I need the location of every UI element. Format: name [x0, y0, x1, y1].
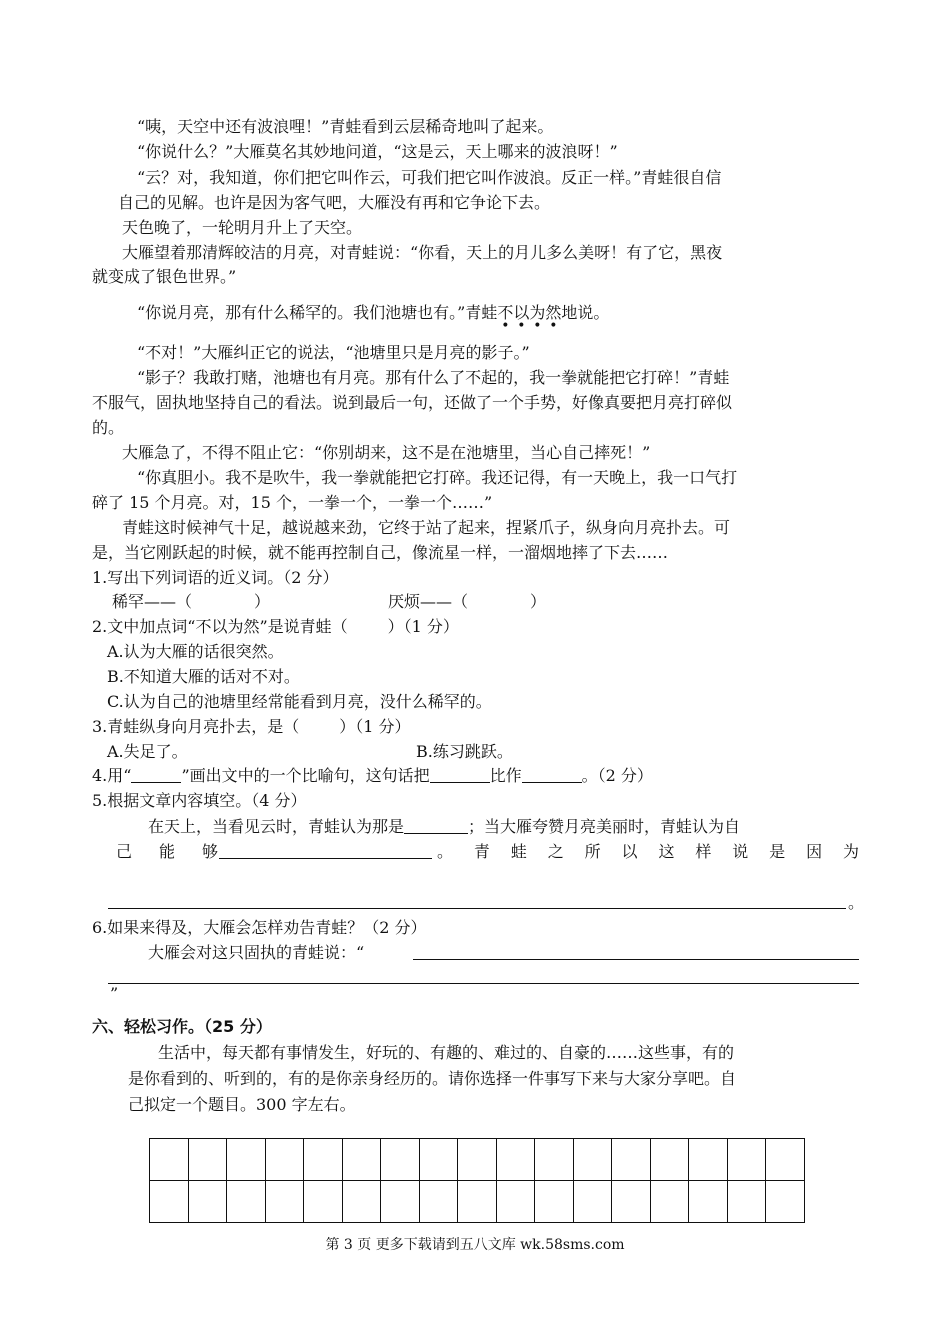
emphasis-dots: • • • • — [501, 318, 558, 334]
question-2-score: ）（1 分） — [387, 617, 459, 636]
grid-cell[interactable] — [304, 1139, 343, 1181]
grid-cell[interactable] — [612, 1181, 651, 1223]
story-paragraph-10-line-1: “你真胆小。我不是吹牛，我一拳就能把它打碎。我还记得，有一天晚上，我一口气打 — [137, 468, 738, 487]
answer-blank-moon[interactable] — [219, 842, 432, 859]
char: 青 — [473, 842, 490, 861]
char: 之 — [547, 842, 564, 861]
question-2-option-c: C.认为自己的池塘里经常能看到月亮，没什么稀罕的。 — [107, 692, 492, 711]
writing-grid[interactable] — [149, 1138, 805, 1223]
char: 是 — [769, 842, 786, 861]
grid-cell[interactable] — [573, 1181, 612, 1223]
question-4-start: 4.用“ — [92, 766, 132, 785]
story-paragraph-8-line-2: 不服气，固执地坚持自己的看法。说到最后一句，还做了一个手势，好像真要把月亮打碎似 — [92, 393, 733, 412]
question-5-line-3-end: 。 — [848, 893, 865, 912]
word-2-label: 厌烦——（ — [388, 592, 469, 611]
question-1-word-1 — [112, 592, 270, 612]
grid-cell[interactable] — [342, 1139, 381, 1181]
grid-cell[interactable] — [689, 1181, 728, 1223]
question-4 — [92, 766, 653, 786]
question-4-score: 。（2 分） — [581, 766, 653, 785]
answer-blank-2[interactable] — [522, 766, 582, 783]
story-paragraph-6-start: “你说月亮，那有什么稀罕的。我们池塘也有。”青蛙 — [137, 303, 498, 322]
grid-cell[interactable] — [381, 1139, 420, 1181]
story-paragraph-4: 天色晚了，一轮明月升上了天空。 — [122, 218, 363, 237]
story-paragraph-11-line-2: 是，当它刚跃起的时候，就不能再控制自己，像流星一样，一溜烟地摔了下去…… — [92, 543, 669, 562]
char: 这 — [658, 842, 675, 861]
page-footer: 第 3 页 更多下载请到五八文库 wk.58sms.com — [325, 1237, 625, 1253]
question-5-line-1-start: 在天上，当看见云时，青蛙认为那是 — [148, 817, 405, 836]
grid-row — [150, 1139, 805, 1181]
question-5-line-2-end — [437, 842, 859, 862]
answer-line-reason[interactable] — [108, 908, 846, 909]
grid-cell[interactable] — [496, 1181, 535, 1223]
grid-cell[interactable] — [188, 1139, 227, 1181]
question-5-line-1-end: ；当大雁夸赞月亮美丽时，青蛙认为自 — [468, 817, 741, 836]
question-6-prompt: 大雁会对这只固执的青蛙说：“ — [148, 943, 365, 962]
question-6-close-quote: ” — [110, 984, 119, 1003]
question-5: 5.根据文章内容填空。（4 分） — [92, 791, 307, 810]
dotted-word-bu-yi-wei-ran — [497, 303, 562, 334]
story-paragraph-5-line-1: 大雁望着那清辉皎洁的月亮，对青蛙说：“你看，天上的月儿多么美呀！有了它，黑夜 — [122, 243, 723, 262]
question-3-score: ）（1 分） — [339, 717, 411, 736]
grid-cell[interactable] — [535, 1139, 574, 1181]
section-6-line-2: 是你看到的、听到的，有的是你亲身经历的。请你选择一件事写下来与大家分享吧。自 — [128, 1069, 737, 1088]
section-6-title: 六、轻松习作。（25 分） — [92, 1017, 272, 1036]
grid-cell[interactable] — [150, 1181, 189, 1223]
word-1-close: ） — [254, 592, 271, 611]
section-6-line-3: 己拟定一个题目。300 字左右。 — [128, 1095, 356, 1114]
question-1: 1.写出下列词语的近义词。（2 分） — [92, 568, 339, 587]
grid-cell[interactable] — [496, 1139, 535, 1181]
story-paragraph-9: 大雁急了，不得不阻止它：“你别胡来，这不是在池塘里，当心自己摔死！” — [122, 443, 651, 462]
char: 说 — [732, 842, 749, 861]
grid-cell[interactable] — [573, 1139, 612, 1181]
question-2-option-b: B.不知道大雁的话对不对。 — [107, 667, 300, 686]
story-paragraph-8-line-3: 的。 — [92, 418, 125, 437]
answer-line-advice-2[interactable] — [108, 983, 859, 984]
story-paragraph-5-line-2: 就变成了银色世界。” — [92, 267, 237, 286]
grid-cell[interactable] — [689, 1139, 728, 1181]
grid-cell[interactable] — [227, 1181, 266, 1223]
question-6: 6.如果来得及，大雁会怎样劝告青蛙？（2 分） — [92, 918, 427, 937]
grid-cell[interactable] — [304, 1181, 343, 1223]
question-3 — [92, 717, 411, 737]
question-3-option-b: B.练习跳跃。 — [416, 742, 513, 761]
question-5-line-2-start — [116, 842, 218, 862]
grid-cell[interactable] — [535, 1181, 574, 1223]
answer-line-advice-1[interactable] — [413, 959, 859, 960]
grid-cell[interactable] — [265, 1139, 304, 1181]
grid-cell[interactable] — [150, 1139, 189, 1181]
grid-cell[interactable] — [650, 1181, 689, 1223]
char: 蛙 — [510, 842, 527, 861]
story-paragraph-6 — [137, 303, 610, 334]
question-4-middle: ”画出文中的一个比喻句，这句话把 — [181, 766, 430, 785]
grid-cell[interactable] — [188, 1181, 227, 1223]
question-2-text: 2.文中加点词“不以为然”是说青蛙（ — [92, 617, 348, 636]
story-paragraph-1: “咦，天空中还有波浪哩！”青蛙看到云层稀奇地叫了起来。 — [137, 117, 554, 136]
dotted-word-text: 不以为然 — [497, 303, 562, 322]
question-2 — [92, 617, 459, 637]
grid-cell[interactable] — [419, 1181, 458, 1223]
story-paragraph-6-end: 地说。 — [561, 303, 610, 322]
question-3-text: 3.青蛙纵身向月亮扑去，是（ — [92, 717, 300, 736]
story-paragraph-2: “你说什么？”大雁莫名其妙地问道，“这是云，天上哪来的波浪呀！” — [137, 142, 618, 161]
char: 己 — [116, 842, 133, 861]
answer-blank-clouds[interactable] — [404, 817, 468, 834]
grid-cell[interactable] — [458, 1139, 497, 1181]
grid-row — [150, 1181, 805, 1223]
grid-cell[interactable] — [766, 1139, 805, 1181]
story-paragraph-3-line-1: “云？对，我知道，你们把它叫作云，可我们把它叫作波浪。反正一样。”青蛙很自信 — [137, 168, 722, 187]
question-1-word-2 — [388, 592, 546, 612]
grid-cell[interactable] — [650, 1139, 689, 1181]
grid-cell[interactable] — [612, 1139, 651, 1181]
char: 为 — [842, 842, 859, 861]
word-2-close: ） — [530, 592, 547, 611]
char: 能 — [158, 842, 175, 861]
question-4-compare: 比作 — [489, 766, 522, 785]
grid-cell[interactable] — [727, 1181, 766, 1223]
grid-cell[interactable] — [265, 1181, 304, 1223]
char: 以 — [621, 842, 638, 861]
grid-cell[interactable] — [342, 1181, 381, 1223]
char: 所 — [584, 842, 601, 861]
grid-cell[interactable] — [419, 1139, 458, 1181]
grid-cell[interactable] — [458, 1181, 497, 1223]
story-paragraph-3-line-2: 自己的见解。也许是因为客气吧，大雁没有再和它争论下去。 — [118, 193, 551, 212]
grid-cell[interactable] — [727, 1139, 766, 1181]
char: 。 — [437, 842, 454, 861]
story-paragraph-7: “不对！”大雁纠正它的说法，“池塘里只是月亮的影子。” — [137, 343, 530, 362]
question-5-line-1 — [148, 817, 740, 837]
story-paragraph-8-line-1: “影子？我敢打赌，池塘也有月亮。那有什么了不起的，我一拳就能把它打碎！”青蛙 — [137, 368, 730, 387]
question-2-option-a: A.认为大雁的话很突然。 — [107, 642, 284, 661]
question-3-option-a: A.失足了。 — [107, 742, 188, 761]
grid-cell[interactable] — [381, 1181, 420, 1223]
word-1-label: 稀罕——（ — [112, 592, 193, 611]
story-paragraph-10-line-2: 碎了 15 个月亮。对，15 个，一拳一个，一拳一个……” — [92, 493, 493, 512]
char: 够 — [201, 842, 218, 861]
underline-mark-sample — [131, 766, 181, 783]
section-6-line-1: 生活中，每天都有事情发生，好玩的、有趣的、难过的、自豪的……这些事，有的 — [158, 1043, 735, 1062]
char: 样 — [695, 842, 712, 861]
char: 因 — [806, 842, 823, 861]
grid-cell[interactable] — [227, 1139, 266, 1181]
answer-blank-1[interactable] — [430, 766, 490, 783]
story-paragraph-11-line-1: 青蛙这时候神气十足，越说越来劲，它终于站了起来，捏紧爪子，纵身向月亮扑去。可 — [122, 518, 731, 537]
grid-cell[interactable] — [766, 1181, 805, 1223]
